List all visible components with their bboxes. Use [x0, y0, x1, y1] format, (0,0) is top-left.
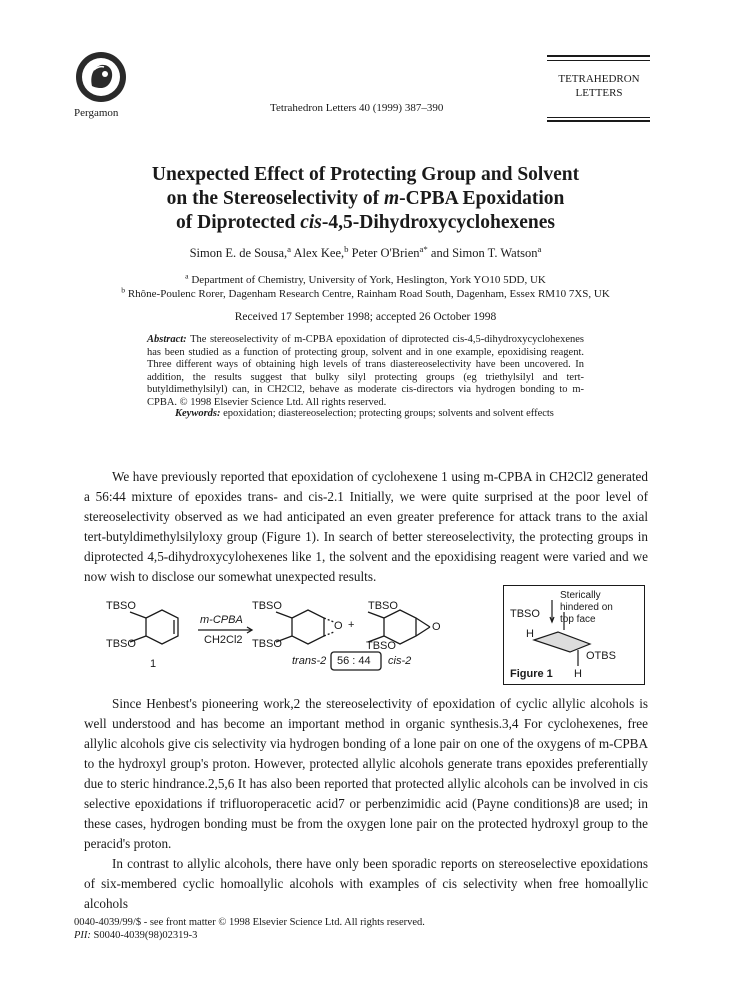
affiliations: [60, 273, 671, 301]
scheme-tbso-2b: TBSO: [252, 638, 282, 650]
figure-1-h-bottom: H: [574, 668, 582, 680]
scheme-ratio: 56 : 44: [337, 655, 371, 667]
keywords: [175, 408, 595, 421]
received-dates: Received 17 September 1998; accepted 26 October 1998: [234, 311, 497, 323]
scheme-reagent: m-CPBA: [200, 614, 243, 626]
header-rule-bottom: [547, 120, 650, 122]
scheme-oxygen-trans: O: [334, 620, 343, 632]
body-paragraph-1: We have previously reported that epoxidation of cyclohexene 1 using m-CPBA in CH2Cl2 generated a 56:44 mixture of epoxides trans- and cis-2.1 Initially, we were quite surprised at the poor level of stereoselectivity observed as we had anticipated an even greater preference for attack trans to the axial tert-butyldimethylsilyloxy group (Figure 1). In search of better stereoselectivity, the protecting groups in diprotected 4,5-dihydroxycylohexenes like 1, the solvent and the epoxidising reagent were varied and we now wish to disclose our somewhat unexpected results.: [84, 469, 648, 584]
figure-1-note: Sterically hindered on top face: [560, 590, 613, 625]
body-paragraph-2: Since Henbest's pioneering work,2 the stereoselectivity of epoxidation of cyclic allylic alcohols is well understood and has become an important method in organic synthesis.3,4 For cyclohexenes, free allylic alcohols give cis selectivity via hydrogen bonding of a lone pair on one of the oxygens of m-CPBA to the hydroxyl group's proton. However, protected allylic alcohols generate trans epoxides preferentially due to steric hindrance.2,5,6 It has also been reported that protected allylic alcohols can be involved in cis selective epoxidations if trifluoroperacetic acid7 or perbenzimidic acid (Payne conditions)8 are used; in these cases, hydrogen bonding must be from the oxygen lone pair on the protected hydroxyl group to the peracid's proton.: [84, 696, 648, 851]
header-rule-top: [547, 55, 650, 57]
abstract-label: Abstract:: [147, 334, 187, 345]
author-list: Simon E. de Sousa,$^a$ Alex Kee,$^b$ Peter O'Brien$^{a*}$ and Simon T. Watson$^a$: [189, 243, 542, 260]
journal-name-line2: LETTERS: [575, 87, 623, 99]
scheme-tbso-3a: TBSO: [368, 600, 398, 612]
figure-1-tbso: TBSO: [510, 608, 540, 620]
footer-copyright: 0040-4039/99/$ - see front matter © 1998 Elsevier Science Ltd. All rights reserved.: [74, 917, 425, 928]
scheme-plus: +: [348, 619, 355, 631]
header-rule-top-thin: [547, 60, 650, 61]
header-rule-bottom-thin: [547, 117, 650, 118]
journal-citation: Tetrahedron Letters 40 (1999) 387–390: [270, 102, 444, 114]
footer: [74, 916, 425, 942]
author-1: Simon E. de Sousa,: [189, 246, 288, 260]
title-line1: Unexpected Effect of Protecting Group and Solvent: [151, 164, 580, 185]
abstract-text: The stereoselectivity of m-CPBA epoxidation of diprotected cis-4,5-dihydroxycyclohexenes has been studied as a function of protecting group, solvent and in one example, epoxidising reagent. Three different ways of obtaining high levels of trans diastereoselectivity have been uncovered. In addition, the results suggest that bulky silyl protecting groups (eg triethylsilyl and tert-butyldimethylsilyl) can, in CH2Cl2, behave as moderate cis-directors via hydrogen bonding to m-CPBA. © 1998 Elsevier Science Ltd. All rights reserved.: [147, 334, 584, 408]
title-line2: on the Stereoselectivity of m-CPBA Epoxidation: [166, 188, 565, 209]
footer-pii: PII: S0040-4039(98)02319-3: [74, 930, 198, 941]
title-line3: of Diprotected cis-4,5-Dihydroxycyclohexenes: [176, 212, 555, 233]
keywords-label: Keywords:: [175, 408, 221, 419]
reaction-scheme-drawing: [106, 596, 490, 680]
figure-1-otbs: OTBS: [586, 650, 616, 662]
scheme-tbso-2a: TBSO: [252, 600, 282, 612]
affiliation-a: $^a$ Department of Chemistry, University of York, Heslington, York YO10 5DD, UK: [185, 271, 546, 286]
body-paragraphs-2-3: [84, 694, 648, 914]
scheme-tbso-3b: TBSO: [366, 640, 396, 652]
scheme-trans-label: trans-2: [292, 655, 327, 667]
figure-1: [503, 585, 645, 685]
scheme-cis-label: cis-2: [388, 655, 412, 667]
scheme-tbso-1b: TBSO: [106, 638, 136, 650]
reaction-scheme: [106, 596, 490, 680]
scheme-solvent: CH2Cl2: [204, 634, 243, 646]
publisher-name: Pergamon: [74, 107, 119, 119]
figure-1-caption: Figure 1: [510, 668, 553, 680]
body-paragraph-3: In contrast to allylic alcohols, there have only been sporadic reports on stereoselective epoxidations of six-membered cyclic homoallylic alcohols with examples of cis selectivity when free homoallylic alcohols: [84, 856, 648, 911]
scheme-oxygen-cis: O: [432, 621, 441, 633]
paper-title: [80, 163, 651, 235]
author-3: Peter O'Brien: [348, 246, 420, 260]
author-4: and Simon T. Watson: [427, 246, 538, 260]
affiliation-b: $^b$ Rhône-Poulenc Rorer, Dagenham Research Centre, Rainham Road South, Dagenham, Essex RM10 7XS, UK: [121, 285, 610, 300]
scheme-compound-1: 1: [150, 658, 157, 670]
publisher-logo: [74, 50, 128, 104]
author-2: Alex Kee,: [291, 246, 345, 260]
figure-1-h-top: H: [526, 628, 534, 640]
scheme-tbso-1a: TBSO: [106, 600, 136, 612]
abstract: [147, 334, 584, 409]
journal-name-line1: TETRAHEDRON: [558, 73, 640, 85]
keywords-text: epoxidation; diastereoselection; protecting groups; solvents and solvent effects: [220, 408, 554, 419]
journal-name: [540, 72, 658, 100]
